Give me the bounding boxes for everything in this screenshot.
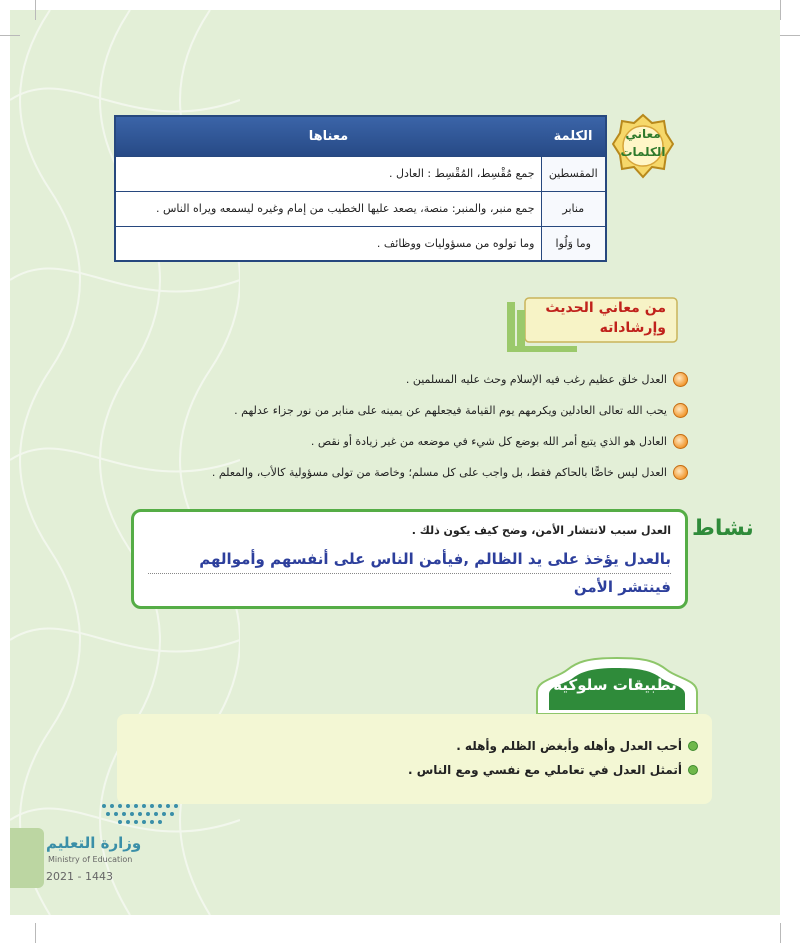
crop-mark bbox=[35, 923, 36, 943]
list-item bbox=[408, 758, 698, 782]
vocab-word: وما وَلُوا bbox=[541, 226, 606, 261]
vocab-word: منابر bbox=[541, 191, 606, 226]
table-row bbox=[115, 156, 606, 191]
hadith-point-text: العدل خلق عظيم رغب فيه الإسلام وحث عليه المسلمين . bbox=[405, 372, 667, 386]
activity-answer-line2[interactable]: فينتشر الأمن bbox=[573, 578, 671, 596]
vocab-word: المقسطين bbox=[541, 156, 606, 191]
vocab-table bbox=[114, 115, 607, 262]
vocab-badge-line1: معاني bbox=[625, 127, 661, 141]
orange-bullet-icon bbox=[673, 372, 688, 387]
ministry-logo bbox=[40, 800, 190, 885]
table-row bbox=[115, 226, 606, 261]
green-bullet-icon bbox=[688, 741, 698, 751]
table-row bbox=[115, 191, 606, 226]
vocab-meaning: وما تولوه من مسؤوليات ووظائف . bbox=[115, 226, 541, 261]
applications-box bbox=[117, 714, 712, 804]
hadith-point-text: العادل هو الذي يتبع أمر الله بوضع كل شيء في موضعه من غير زيادة أو نقص . bbox=[310, 434, 667, 448]
list-item bbox=[408, 734, 698, 758]
list-item bbox=[128, 426, 688, 457]
hadith-section-title bbox=[505, 296, 680, 356]
vocab-header-meaning: معناها bbox=[115, 116, 541, 156]
crop-mark bbox=[780, 0, 781, 20]
activity-answer-line1[interactable]: بالعدل يؤخذ على يد الظالم ,فيأمن الناس على أنفسهم وأموالهم bbox=[148, 550, 671, 574]
vocab-meaning: جمع منبر، والمنبر: منصة، يصعد عليها الخطيب من إمام وغيره ليسمعه ويراه الناس . bbox=[115, 191, 541, 226]
orange-bullet-icon bbox=[673, 465, 688, 480]
vocab-badge bbox=[612, 113, 674, 179]
hadith-points-list bbox=[128, 364, 688, 488]
activity-label: نشاط bbox=[692, 516, 754, 541]
vocab-badge-line2: الكلمات bbox=[620, 145, 666, 159]
ministry-name-ar: وزارة التعليم bbox=[46, 834, 142, 852]
crop-mark bbox=[780, 35, 800, 36]
list-item bbox=[128, 457, 688, 488]
green-bullet-icon bbox=[688, 765, 698, 775]
crop-mark bbox=[780, 923, 781, 943]
hadith-point-text: يحب الله تعالى العادلين ويكرمهم يوم القيامة فيجعلهم عن يمينه على منابر من نور جزاء عدلهم . bbox=[234, 403, 667, 417]
activity-box bbox=[131, 509, 688, 609]
crop-mark bbox=[35, 0, 36, 20]
orange-bullet-icon bbox=[673, 403, 688, 418]
vocab-header-row bbox=[115, 116, 606, 156]
ministry-dots-icon bbox=[40, 800, 190, 830]
activity-question: العدل سبب لانتشار الأمن، وضح كيف يكون ذلك . bbox=[411, 524, 671, 537]
orange-bullet-icon bbox=[673, 434, 688, 449]
list-item bbox=[128, 364, 688, 395]
applications-title: تطبيقات سلوكية bbox=[553, 676, 677, 694]
hadith-point-text: العدل ليس خاصًّا بالحاكم فقط، بل واجب على كل مسلم؛ وخاصة من تولى مسؤولية كالأب، والمعلم . bbox=[211, 465, 667, 479]
applications-list bbox=[408, 734, 698, 782]
hadith-title-line1: من معاني الحديث bbox=[545, 300, 666, 316]
vocab-header-word: الكلمة bbox=[541, 116, 606, 156]
hadith-title-line2: وإرشاداته bbox=[599, 320, 666, 336]
application-text: أتمثل العدل في تعاملي مع نفسي ومع الناس . bbox=[407, 763, 682, 777]
vocab-meaning: جمع مُقْسِط، المُقْسِط : العادل . bbox=[115, 156, 541, 191]
ministry-year: 2021 - 1443 bbox=[46, 870, 113, 883]
application-text: أحب العدل وأهله وأبغض الظلم وأهله . bbox=[456, 739, 682, 753]
ministry-name-en: Ministry of Education bbox=[48, 855, 133, 864]
crop-mark bbox=[0, 35, 20, 36]
page-number-tab bbox=[10, 828, 44, 888]
list-item bbox=[128, 395, 688, 426]
